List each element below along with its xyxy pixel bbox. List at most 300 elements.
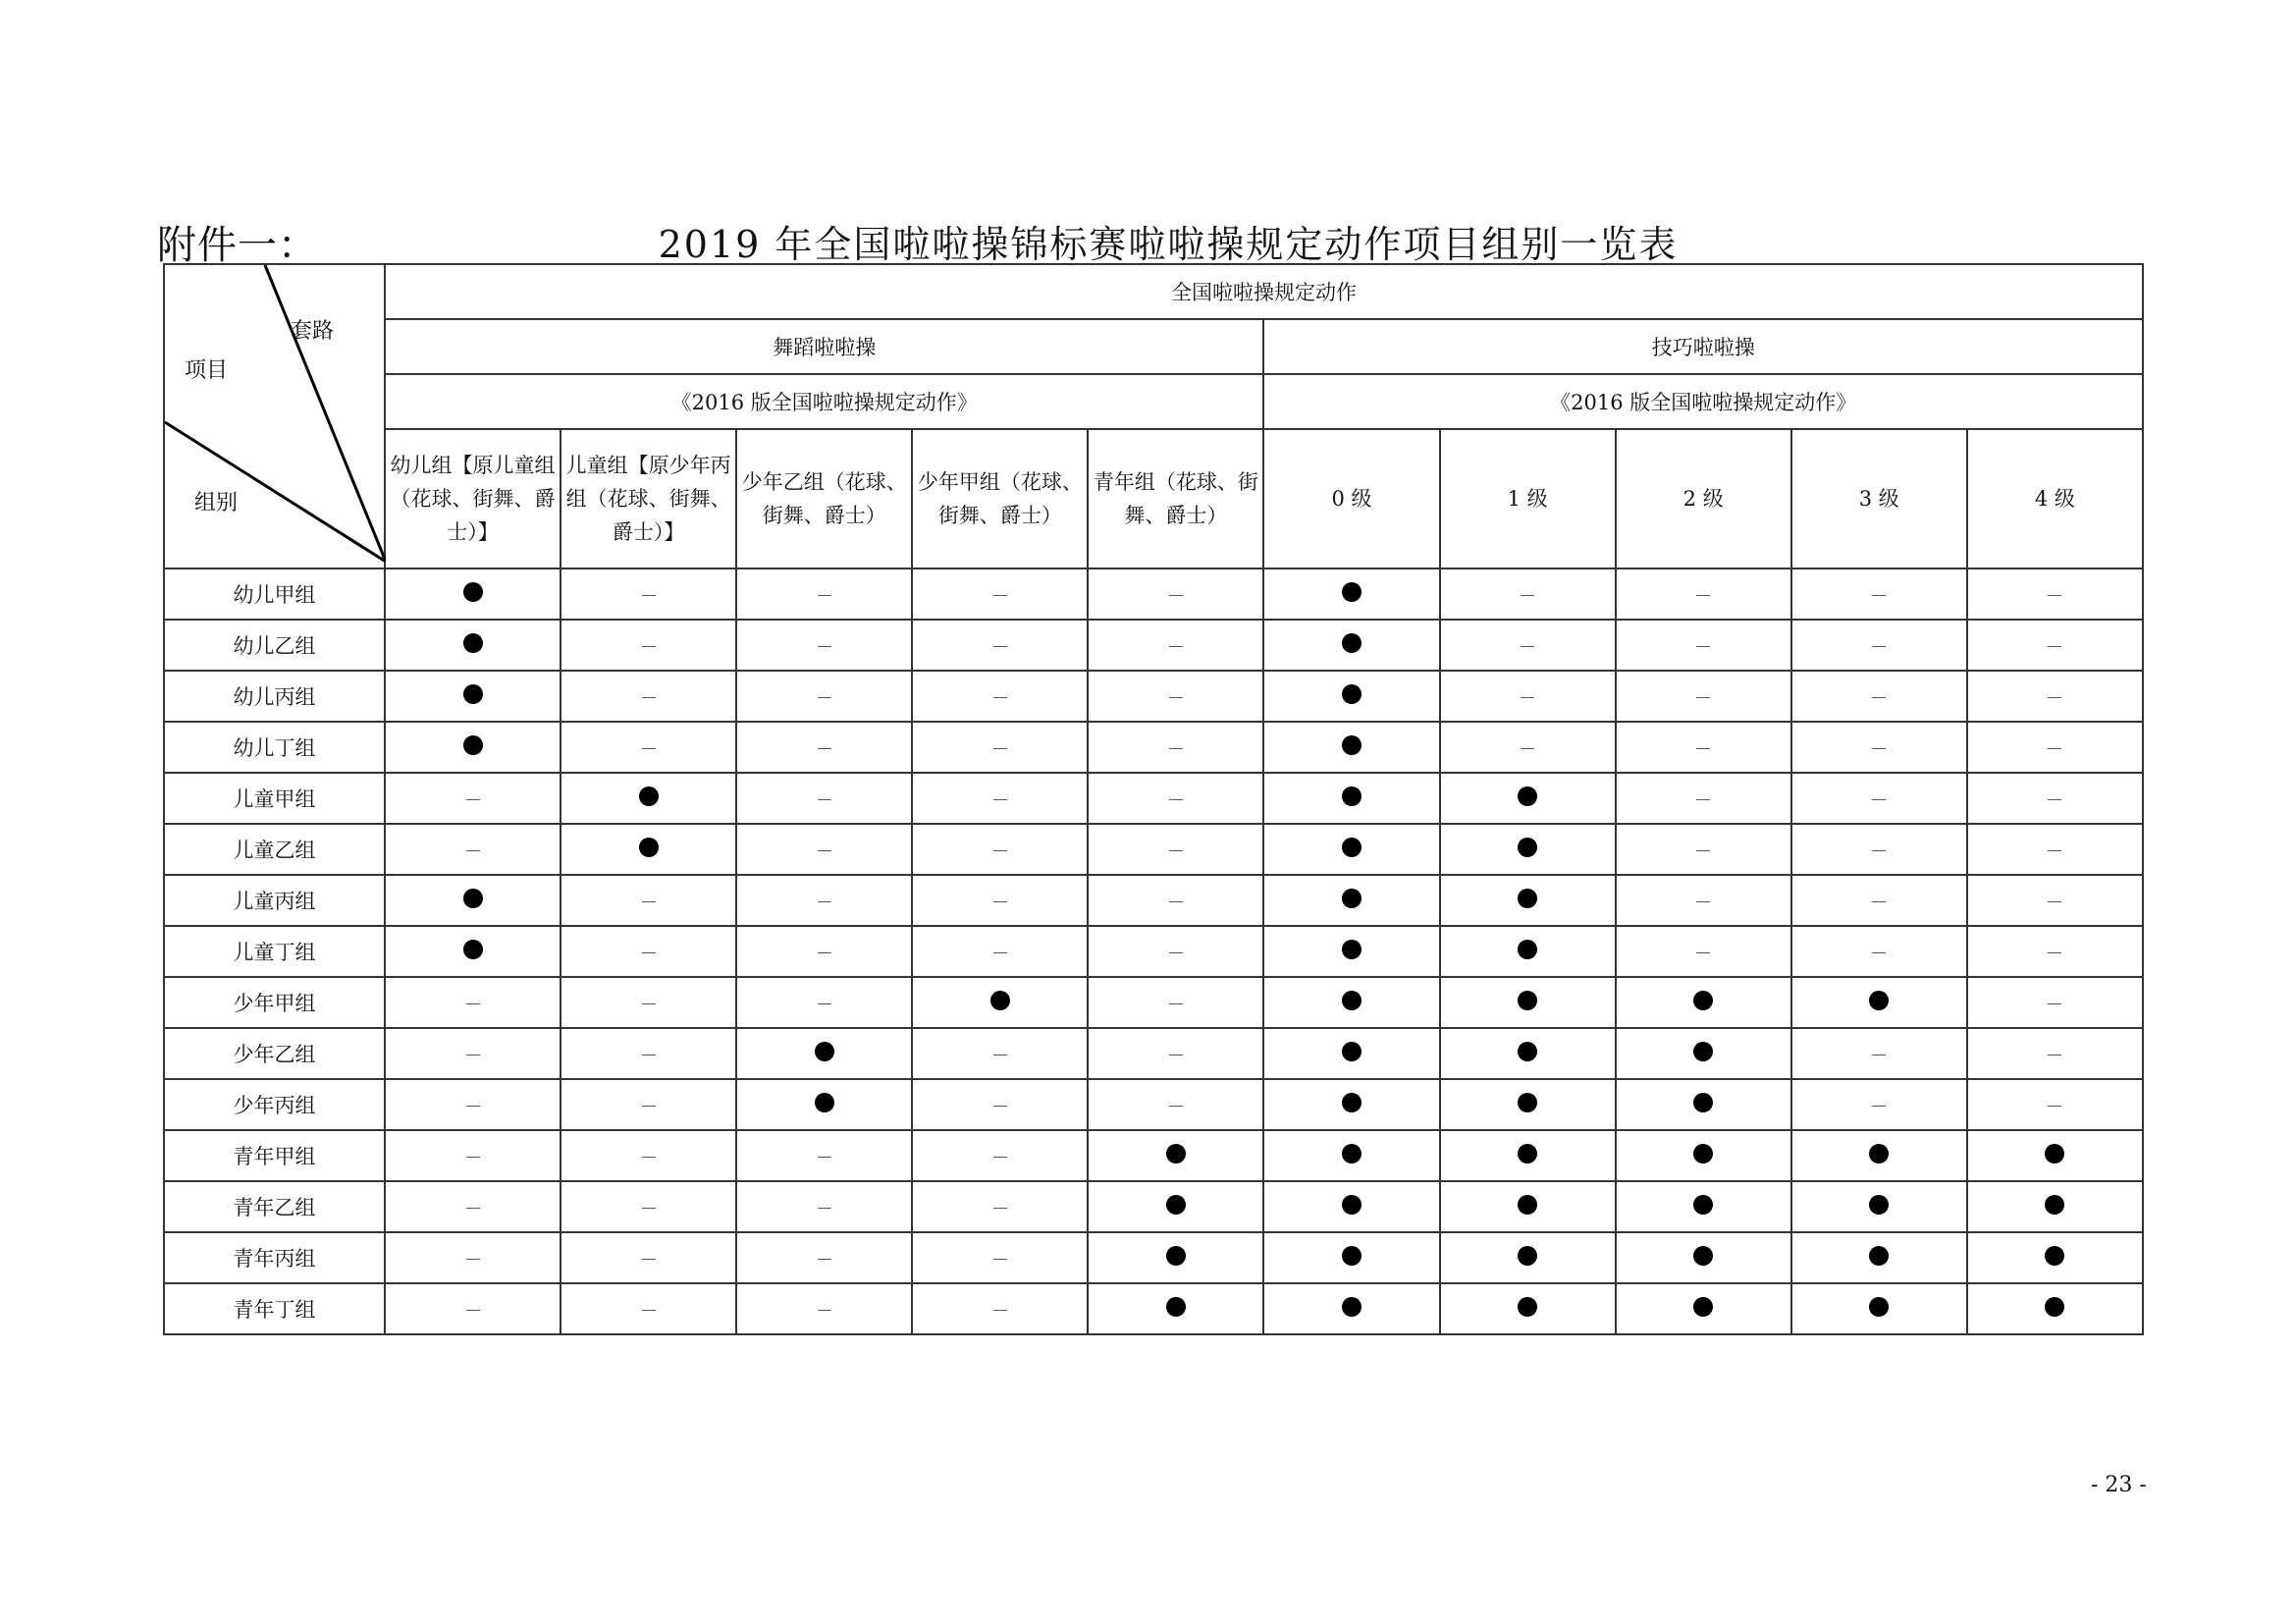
dash-icon [642, 1259, 656, 1260]
table-cell [1616, 620, 1791, 671]
filled-dot-icon [1693, 1246, 1713, 1266]
dash-icon [2048, 952, 2061, 953]
dash-icon [642, 1310, 656, 1311]
table-row [164, 671, 2143, 722]
table-row [164, 1028, 2143, 1079]
filled-dot-icon [1518, 838, 1537, 857]
table-cell [385, 1130, 561, 1181]
dash-icon [818, 952, 831, 953]
table-cell [912, 568, 1088, 620]
table-cell [385, 671, 561, 722]
table-cell [385, 1079, 561, 1130]
dash-icon [1872, 646, 1886, 647]
table-row [164, 1181, 2143, 1232]
table-cell [1440, 926, 1616, 977]
row-group-label: 幼儿甲组 [164, 568, 385, 620]
table-cell [736, 1130, 912, 1181]
column-header: 儿童组【原少年丙组（花球、街舞、爵士）】 [561, 429, 736, 568]
dash-icon [2048, 1106, 2061, 1107]
dash-icon [1696, 901, 1710, 902]
filled-dot-icon [2045, 1195, 2064, 1215]
filled-dot-icon [639, 786, 659, 806]
table-cell [736, 722, 912, 773]
corner-label-item: 项目 [185, 358, 229, 383]
row-group-label: 儿童乙组 [164, 824, 385, 875]
table-cell [1616, 824, 1791, 875]
row-group-label: 儿童甲组 [164, 773, 385, 824]
dash-icon [2048, 748, 2061, 749]
dash-icon [1521, 595, 1534, 596]
table-cell [385, 620, 561, 671]
header-dance-edition: 《2016 版全国啦啦操规定动作》 [385, 374, 1263, 429]
table-cell [1440, 1283, 1616, 1334]
row-group-label: 青年乙组 [164, 1181, 385, 1232]
column-header: 0 级 [1263, 429, 1439, 568]
table-cell [561, 1130, 736, 1181]
table-cell [1263, 1232, 1439, 1283]
table-cell [1440, 875, 1616, 926]
column-header: 1 级 [1440, 429, 1616, 568]
table-cell [1967, 1079, 2143, 1130]
dash-icon [1872, 1055, 1886, 1056]
table-cell [1616, 568, 1791, 620]
table-cell [561, 1232, 736, 1283]
table-cell [912, 1130, 1088, 1181]
table-cell [912, 926, 1088, 977]
filled-dot-icon [2045, 1144, 2064, 1164]
dash-icon [818, 799, 831, 800]
table-cell [1088, 568, 1263, 620]
row-group-label: 儿童丙组 [164, 875, 385, 926]
table-cell [1616, 1283, 1791, 1334]
table-row [164, 1130, 2143, 1181]
table-cell [736, 1028, 912, 1079]
table-cell [912, 1232, 1088, 1283]
table-cell [912, 1181, 1088, 1232]
table-cell [385, 1232, 561, 1283]
header-skill-edition: 《2016 版全国啦啦操规定动作》 [1263, 374, 2143, 429]
dash-icon [642, 1157, 656, 1158]
table-cell [1263, 926, 1439, 977]
table-cell [736, 875, 912, 926]
dash-icon [1696, 952, 1710, 953]
dash-icon [1696, 850, 1710, 851]
table-cell [736, 568, 912, 620]
row-group-label: 青年丙组 [164, 1232, 385, 1283]
table-cell [1088, 926, 1263, 977]
dash-icon [1696, 748, 1710, 749]
table-cell [1791, 568, 1967, 620]
dash-icon [2048, 595, 2061, 596]
table-cell [1791, 1079, 1967, 1130]
filled-dot-icon [1869, 1144, 1889, 1164]
corner-label-group: 组别 [194, 491, 239, 515]
dash-icon [818, 1003, 831, 1004]
table-cell [1791, 824, 1967, 875]
table-cell [736, 1079, 912, 1130]
filled-dot-icon [1869, 1297, 1889, 1317]
table-cell [561, 1181, 736, 1232]
dash-icon [1872, 901, 1886, 902]
filled-dot-icon [1693, 1093, 1713, 1112]
table-cell [385, 773, 561, 824]
dash-icon [466, 1208, 480, 1209]
row-group-label: 儿童丁组 [164, 926, 385, 977]
table-row [164, 773, 2143, 824]
table-cell [1440, 722, 1616, 773]
table-cell [1440, 1181, 1616, 1232]
table-cell [1967, 1028, 2143, 1079]
dash-icon [1169, 595, 1183, 596]
filled-dot-icon [1693, 1195, 1713, 1215]
table-cell [561, 824, 736, 875]
table-cell [1088, 824, 1263, 875]
table-cell [1967, 1283, 2143, 1334]
dash-icon [1872, 952, 1886, 953]
dash-icon [2048, 1003, 2061, 1004]
filled-dot-icon [815, 1042, 834, 1061]
filled-dot-icon [1342, 633, 1362, 653]
table-cell [1263, 568, 1439, 620]
table-cell [1263, 1181, 1439, 1232]
row-group-label: 青年丁组 [164, 1283, 385, 1334]
table-row [164, 1079, 2143, 1130]
dash-icon [1872, 1106, 1886, 1107]
column-header: 幼儿组【原儿童组（花球、街舞、爵士）】 [385, 429, 561, 568]
table-cell [1616, 773, 1791, 824]
table-cell [1440, 1232, 1616, 1283]
filled-dot-icon [1342, 1042, 1362, 1061]
filled-dot-icon [639, 838, 659, 857]
table-cell [385, 1181, 561, 1232]
table-cell [1791, 977, 1967, 1028]
column-header: 4 级 [1967, 429, 2143, 568]
dash-icon [993, 1106, 1007, 1107]
dash-icon [993, 799, 1007, 800]
table-row [164, 1283, 2143, 1334]
filled-dot-icon [1518, 1144, 1537, 1164]
table-cell [1263, 824, 1439, 875]
table-cell [1440, 671, 1616, 722]
dash-icon [818, 595, 831, 596]
table-cell [1263, 1283, 1439, 1334]
page-title: 2019 年全国啦啦操锦标赛啦啦操规定动作项目组别一览表 [658, 223, 1679, 266]
dash-icon [993, 850, 1007, 851]
table-cell [1967, 926, 2143, 977]
dash-icon [818, 1157, 831, 1158]
dash-icon [1872, 595, 1886, 596]
table-cell [1263, 1079, 1439, 1130]
filled-dot-icon [1693, 1297, 1713, 1317]
table-row [164, 1232, 2143, 1283]
filled-dot-icon [1342, 991, 1362, 1010]
table-cell [561, 977, 736, 1028]
dash-icon [642, 595, 656, 596]
dash-icon [818, 1259, 831, 1260]
table-cell [1616, 1028, 1791, 1079]
table-cell [736, 977, 912, 1028]
dash-icon [466, 850, 480, 851]
dash-icon [2048, 901, 2061, 902]
table-cell [1616, 1181, 1791, 1232]
table-cell [1088, 671, 1263, 722]
filled-dot-icon [1518, 1042, 1537, 1061]
dash-icon [818, 1208, 831, 1209]
table-row [164, 620, 2143, 671]
dash-icon [993, 1157, 1007, 1158]
dash-icon [1696, 697, 1710, 698]
dash-icon [1521, 646, 1534, 647]
dash-icon [993, 697, 1007, 698]
table-cell [1263, 671, 1439, 722]
dash-icon [818, 697, 831, 698]
dash-icon [1169, 1106, 1183, 1107]
dash-icon [993, 748, 1007, 749]
dash-icon [466, 1106, 480, 1107]
table-cell [736, 773, 912, 824]
filled-dot-icon [1342, 1195, 1362, 1215]
dash-icon [1696, 595, 1710, 596]
table-cell [1088, 1079, 1263, 1130]
table-cell [385, 926, 561, 977]
dash-icon [1872, 748, 1886, 749]
dash-icon [993, 1259, 1007, 1260]
table-row [164, 875, 2143, 926]
filled-dot-icon [1518, 1297, 1537, 1317]
dash-icon [818, 850, 831, 851]
table-cell [1616, 671, 1791, 722]
filled-dot-icon [1342, 1144, 1362, 1164]
table-cell [1088, 1232, 1263, 1283]
dash-icon [642, 1208, 656, 1209]
table-cell [1263, 722, 1439, 773]
filled-dot-icon [1518, 1195, 1537, 1215]
dash-icon [1696, 799, 1710, 800]
filled-dot-icon [1518, 1093, 1537, 1112]
dash-icon [1169, 748, 1183, 749]
table-cell [912, 1079, 1088, 1130]
page-number: - 23 - [2091, 1473, 2147, 1497]
dash-icon [1169, 646, 1183, 647]
table-cell [736, 824, 912, 875]
dash-icon [466, 799, 480, 800]
table-cell [1440, 1130, 1616, 1181]
table-cell [912, 773, 1088, 824]
dash-icon [642, 1055, 656, 1056]
column-header: 3 级 [1791, 429, 1967, 568]
filled-dot-icon [1342, 940, 1362, 959]
table-cell [561, 671, 736, 722]
table-cell [912, 875, 1088, 926]
table-cell [1791, 671, 1967, 722]
table-cell [912, 824, 1088, 875]
table-cell [561, 620, 736, 671]
table-cell [1263, 875, 1439, 926]
table-cell [736, 926, 912, 977]
dash-icon [1521, 748, 1534, 749]
filled-dot-icon [1342, 1246, 1362, 1266]
table-row [164, 722, 2143, 773]
table-cell [561, 1283, 736, 1334]
row-group-label: 少年乙组 [164, 1028, 385, 1079]
table-cell [1440, 977, 1616, 1028]
table-cell [1967, 977, 2143, 1028]
table-cell [912, 722, 1088, 773]
table-cell [912, 977, 1088, 1028]
dash-icon [1169, 850, 1183, 851]
dash-icon [466, 1055, 480, 1056]
dash-icon [1169, 952, 1183, 953]
column-header: 青年组（花球、街舞、爵士） [1088, 429, 1263, 568]
event-group-table [163, 263, 2144, 1335]
table-cell [736, 620, 912, 671]
table-cell [1263, 977, 1439, 1028]
dash-icon [466, 1259, 480, 1260]
dash-icon [642, 697, 656, 698]
filled-dot-icon [1166, 1246, 1186, 1266]
dash-icon [993, 1055, 1007, 1056]
column-header: 2 级 [1616, 429, 1791, 568]
filled-dot-icon [1342, 786, 1362, 806]
dash-icon [642, 901, 656, 902]
filled-dot-icon [2045, 1297, 2064, 1317]
table-cell [912, 1283, 1088, 1334]
filled-dot-icon [990, 991, 1010, 1010]
dash-icon [2048, 850, 2061, 851]
filled-dot-icon [1693, 991, 1713, 1010]
table-cell [1967, 722, 2143, 773]
column-header: 少年乙组（花球、街舞、爵士） [736, 429, 912, 568]
table-cell [736, 1232, 912, 1283]
row-group-label: 幼儿乙组 [164, 620, 385, 671]
table-row [164, 824, 2143, 875]
table-cell [561, 875, 736, 926]
table-cell [1088, 773, 1263, 824]
table-cell [561, 1079, 736, 1130]
dash-icon [1169, 1003, 1183, 1004]
filled-dot-icon [1342, 1297, 1362, 1317]
filled-dot-icon [2045, 1246, 2064, 1266]
header-skill: 技巧啦啦操 [1263, 319, 2143, 374]
filled-dot-icon [1869, 1195, 1889, 1215]
table-cell [1791, 1181, 1967, 1232]
table-cell [1967, 875, 2143, 926]
dash-icon [642, 1106, 656, 1107]
table-cell [736, 1283, 912, 1334]
filled-dot-icon [463, 940, 483, 959]
table-cell [1791, 875, 1967, 926]
dash-icon [2048, 697, 2061, 698]
dash-icon [466, 1003, 480, 1004]
dash-icon [1872, 697, 1886, 698]
table-cell [561, 773, 736, 824]
dash-icon [1169, 1055, 1183, 1056]
table-cell [736, 1181, 912, 1232]
filled-dot-icon [463, 889, 483, 908]
attachment-label: 附件一： [157, 223, 318, 268]
table-cell [385, 722, 561, 773]
table-cell [1791, 1232, 1967, 1283]
dash-icon [2048, 1055, 2061, 1056]
dash-icon [993, 1310, 1007, 1311]
table-cell [1616, 977, 1791, 1028]
table-cell [1263, 773, 1439, 824]
row-group-label: 少年丙组 [164, 1079, 385, 1130]
table-cell [912, 671, 1088, 722]
table-cell [385, 977, 561, 1028]
dash-icon [818, 1310, 831, 1311]
corner-header-cell [164, 264, 385, 568]
filled-dot-icon [463, 684, 483, 704]
table-cell [1616, 1079, 1791, 1130]
table-cell [1088, 1028, 1263, 1079]
filled-dot-icon [1518, 889, 1537, 908]
table-cell [1791, 926, 1967, 977]
table-cell [1967, 1130, 2143, 1181]
table-cell [1440, 1028, 1616, 1079]
table-cell [1440, 1079, 1616, 1130]
table-cell [561, 568, 736, 620]
header-top: 全国啦啦操规定动作 [385, 264, 2143, 319]
filled-dot-icon [1166, 1144, 1186, 1164]
table-cell [385, 1283, 561, 1334]
corner-label-routine: 套路 [291, 319, 335, 344]
dash-icon [1169, 697, 1183, 698]
filled-dot-icon [1518, 940, 1537, 959]
filled-dot-icon [1342, 889, 1362, 908]
table-cell [1791, 722, 1967, 773]
table-cell [385, 875, 561, 926]
table-cell [561, 722, 736, 773]
table-cell [385, 1028, 561, 1079]
table-cell [1616, 722, 1791, 773]
table-cell [1791, 1130, 1967, 1181]
dash-icon [993, 1208, 1007, 1209]
table-cell [1088, 620, 1263, 671]
dash-icon [1169, 901, 1183, 902]
table-cell [1967, 620, 2143, 671]
table-cell [912, 1028, 1088, 1079]
dash-icon [2048, 799, 2061, 800]
table-cell [1088, 977, 1263, 1028]
dash-icon [1169, 799, 1183, 800]
filled-dot-icon [1869, 1246, 1889, 1266]
filled-dot-icon [463, 582, 483, 602]
row-group-label: 少年甲组 [164, 977, 385, 1028]
dash-icon [642, 748, 656, 749]
table-cell [1967, 568, 2143, 620]
filled-dot-icon [1342, 838, 1362, 857]
filled-dot-icon [1518, 991, 1537, 1010]
table-row [164, 926, 2143, 977]
table-cell [1088, 875, 1263, 926]
table-cell [1616, 875, 1791, 926]
table-cell [1088, 1283, 1263, 1334]
dash-icon [466, 1310, 480, 1311]
dash-icon [2048, 646, 2061, 647]
table-cell [1616, 1130, 1791, 1181]
filled-dot-icon [1693, 1042, 1713, 1061]
table-cell [1440, 773, 1616, 824]
table-cell [1088, 1181, 1263, 1232]
table-cell [1967, 671, 2143, 722]
table-cell [736, 671, 912, 722]
table-cell [1791, 773, 1967, 824]
table-cell [1440, 824, 1616, 875]
dash-icon [642, 1003, 656, 1004]
table-cell [1440, 620, 1616, 671]
dash-icon [993, 595, 1007, 596]
